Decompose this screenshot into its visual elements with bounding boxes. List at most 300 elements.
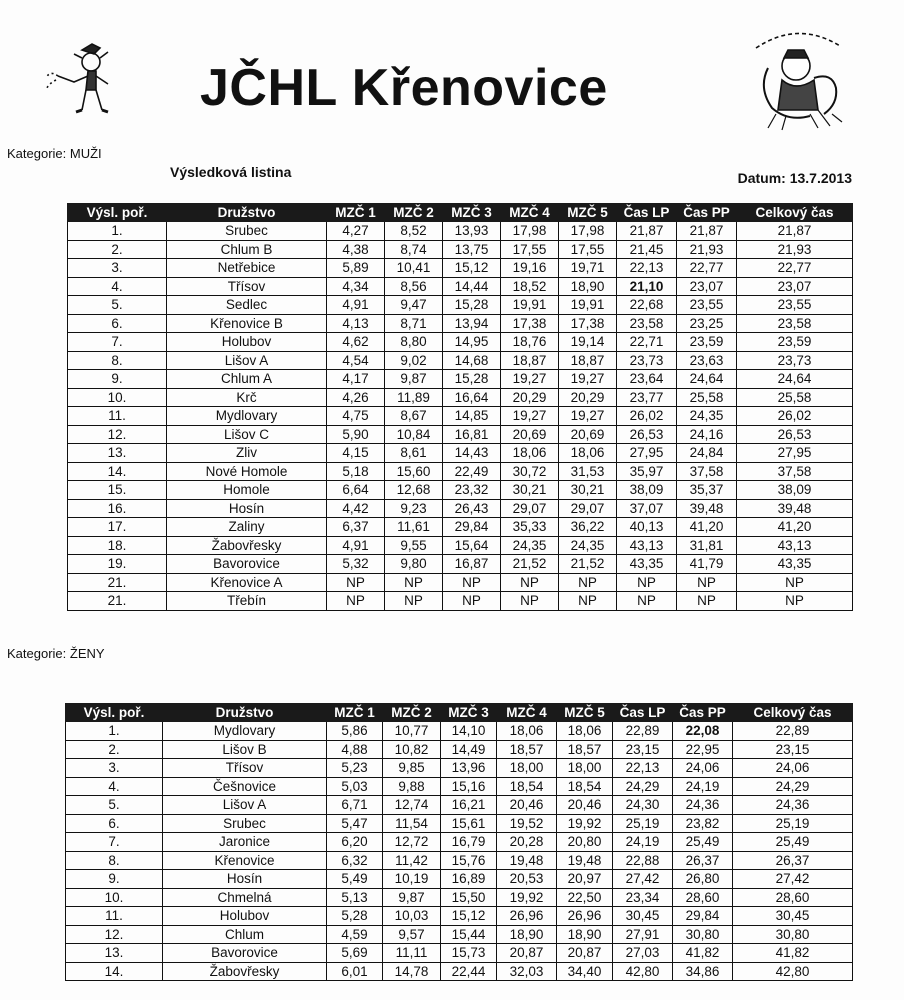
rank-cell: 8. [68, 351, 167, 370]
column-header: MZČ 3 [441, 704, 497, 722]
column-header: Čas LP [617, 204, 677, 222]
firefighter-emblem-logo [748, 18, 848, 133]
time-cell: 43,13 [617, 536, 677, 555]
time-cell: 20,69 [559, 425, 617, 444]
column-header: Čas PP [673, 704, 733, 722]
time-cell: 12,74 [383, 796, 441, 815]
time-cell: 22,88 [613, 851, 673, 870]
column-header: MZČ 5 [559, 204, 617, 222]
time-cell: 10,19 [383, 870, 441, 889]
column-header: Celkový čas [737, 204, 853, 222]
time-cell: 36,22 [559, 518, 617, 537]
table-row [68, 536, 853, 555]
time-cell: 6,71 [327, 796, 383, 815]
time-cell: NP [385, 573, 443, 592]
time-cell: NP [737, 573, 853, 592]
rank-cell: 6. [66, 814, 163, 833]
rank-cell: 5. [68, 296, 167, 315]
time-cell: 25,58 [677, 388, 737, 407]
time-cell: 9,47 [385, 296, 443, 315]
team-cell: Netřebice [167, 259, 327, 278]
time-cell: 25,19 [733, 814, 853, 833]
column-header: Družstvo [163, 704, 327, 722]
time-cell: 18,76 [501, 333, 559, 352]
table-row [68, 592, 853, 611]
table-row [68, 222, 853, 241]
team-cell: Křenovice A [167, 573, 327, 592]
time-cell: 19,48 [497, 851, 557, 870]
table-row [68, 259, 853, 278]
time-cell: 18,57 [557, 740, 613, 759]
time-cell: 4,26 [327, 388, 385, 407]
time-cell: 24,29 [733, 777, 853, 796]
table-row [66, 740, 853, 759]
column-header: Čas LP [613, 704, 673, 722]
time-cell: 22,44 [441, 962, 497, 981]
team-cell: Chmelná [163, 888, 327, 907]
time-cell: 15,16 [441, 777, 497, 796]
team-cell: Češnovice [163, 777, 327, 796]
team-cell: Holubov [163, 907, 327, 926]
team-cell: Chlum [163, 925, 327, 944]
time-cell: 20,29 [501, 388, 559, 407]
time-cell: 8,80 [385, 333, 443, 352]
time-cell: NP [559, 573, 617, 592]
time-cell: 23,73 [737, 351, 853, 370]
time-cell: 19,91 [501, 296, 559, 315]
time-cell: 8,56 [385, 277, 443, 296]
time-cell: 18,90 [559, 277, 617, 296]
time-cell: 8,52 [385, 222, 443, 241]
time-cell: 24,19 [613, 833, 673, 852]
time-cell: 30,80 [733, 925, 853, 944]
time-cell: 21,10 [617, 277, 677, 296]
time-cell: 6,01 [327, 962, 383, 981]
time-cell: 23,15 [733, 740, 853, 759]
time-cell: 15,64 [443, 536, 501, 555]
table-row [66, 851, 853, 870]
time-cell: 23,59 [677, 333, 737, 352]
column-header: Výsl. poř. [68, 204, 167, 222]
time-cell: 19,16 [501, 259, 559, 278]
team-cell: Chlum A [167, 370, 327, 389]
time-cell: 41,79 [677, 555, 737, 574]
time-cell: 20,69 [501, 425, 559, 444]
time-cell: 18,57 [497, 740, 557, 759]
time-cell: 19,71 [559, 259, 617, 278]
rank-cell: 21. [68, 573, 167, 592]
time-cell: 4,27 [327, 222, 385, 241]
time-cell: 41,20 [737, 518, 853, 537]
time-cell: 22,89 [733, 722, 853, 741]
table-row [68, 499, 853, 518]
time-cell: 24,35 [559, 536, 617, 555]
category-women-label: Kategorie: ŽENY [7, 646, 105, 661]
time-cell: 31,81 [677, 536, 737, 555]
time-cell: 5,28 [327, 907, 383, 926]
time-cell: 21,52 [559, 555, 617, 574]
time-cell: 5,23 [327, 759, 383, 778]
time-cell: 25,49 [673, 833, 733, 852]
time-cell: 22,49 [443, 462, 501, 481]
rank-cell: 12. [68, 425, 167, 444]
time-cell: 26,80 [673, 870, 733, 889]
time-cell: 39,48 [677, 499, 737, 518]
column-header: MZČ 2 [385, 204, 443, 222]
time-cell: 41,82 [673, 944, 733, 963]
team-cell: Bavorovice [163, 944, 327, 963]
time-cell: NP [677, 592, 737, 611]
time-cell: 26,02 [737, 407, 853, 426]
time-cell: NP [617, 592, 677, 611]
time-cell: 18,87 [559, 351, 617, 370]
rank-cell: 15. [68, 481, 167, 500]
time-cell: 11,54 [383, 814, 441, 833]
time-cell: 4,88 [327, 740, 383, 759]
time-cell: 10,77 [383, 722, 441, 741]
time-cell: 26,53 [737, 425, 853, 444]
time-cell: 21,87 [617, 222, 677, 241]
time-cell: 9,85 [383, 759, 441, 778]
time-cell: 5,86 [327, 722, 383, 741]
time-cell: 24,84 [677, 444, 737, 463]
rank-cell: 21. [68, 592, 167, 611]
time-cell: 14,95 [443, 333, 501, 352]
table-row [66, 814, 853, 833]
time-cell: 20,87 [557, 944, 613, 963]
time-cell: 14,49 [441, 740, 497, 759]
time-cell: 8,71 [385, 314, 443, 333]
table-header-row [68, 204, 853, 222]
time-cell: 6,32 [327, 851, 383, 870]
time-cell: 18,90 [557, 925, 613, 944]
table-row [66, 944, 853, 963]
time-cell: 10,84 [385, 425, 443, 444]
table-row [68, 333, 853, 352]
time-cell: 26,43 [443, 499, 501, 518]
time-cell: 15,28 [443, 370, 501, 389]
time-cell: 16,21 [441, 796, 497, 815]
time-cell: 24,64 [677, 370, 737, 389]
team-cell: Lišov B [163, 740, 327, 759]
team-cell: Mydlovary [163, 722, 327, 741]
time-cell: 24,19 [673, 777, 733, 796]
time-cell: NP [327, 573, 385, 592]
time-cell: 42,80 [733, 962, 853, 981]
time-cell: 20,80 [557, 833, 613, 852]
table-row [68, 314, 853, 333]
time-cell: 15,73 [441, 944, 497, 963]
time-cell: 27,03 [613, 944, 673, 963]
time-cell: 24,35 [501, 536, 559, 555]
time-cell: 9,02 [385, 351, 443, 370]
time-cell: 19,27 [501, 407, 559, 426]
time-cell: 13,75 [443, 240, 501, 259]
column-header: MZČ 1 [327, 204, 385, 222]
column-header: MZČ 4 [501, 204, 559, 222]
time-cell: 23,64 [617, 370, 677, 389]
time-cell: 29,07 [559, 499, 617, 518]
rank-cell: 13. [66, 944, 163, 963]
team-cell: Žabovřesky [163, 962, 327, 981]
time-cell: 18,52 [501, 277, 559, 296]
time-cell: 16,64 [443, 388, 501, 407]
category-men-label: Kategorie: MUŽI [7, 146, 102, 161]
time-cell: 21,93 [737, 240, 853, 259]
time-cell: 19,14 [559, 333, 617, 352]
time-cell: 43,35 [737, 555, 853, 574]
time-cell: 14,78 [383, 962, 441, 981]
time-cell: 4,15 [327, 444, 385, 463]
time-cell: NP [677, 573, 737, 592]
time-cell: NP [501, 573, 559, 592]
time-cell: 19,48 [557, 851, 613, 870]
time-cell: 4,34 [327, 277, 385, 296]
time-cell: 5,90 [327, 425, 385, 444]
rank-cell: 4. [66, 777, 163, 796]
table-row [68, 425, 853, 444]
time-cell: 23,25 [677, 314, 737, 333]
time-cell: 21,45 [617, 240, 677, 259]
time-cell: NP [443, 573, 501, 592]
time-cell: 18,06 [559, 444, 617, 463]
time-cell: 34,86 [673, 962, 733, 981]
time-cell: 23,73 [617, 351, 677, 370]
time-cell: 19,27 [501, 370, 559, 389]
team-cell: Křenovice [163, 851, 327, 870]
time-cell: 32,03 [497, 962, 557, 981]
table-row [66, 833, 853, 852]
time-cell: 26,96 [557, 907, 613, 926]
table-row [68, 407, 853, 426]
time-cell: 15,44 [441, 925, 497, 944]
time-cell: 20,53 [497, 870, 557, 889]
time-cell: 39,48 [737, 499, 853, 518]
time-cell: 23,07 [677, 277, 737, 296]
time-cell: 26,53 [617, 425, 677, 444]
time-cell: 8,67 [385, 407, 443, 426]
women-results-table [65, 703, 853, 981]
time-cell: 23,34 [613, 888, 673, 907]
table-row [68, 370, 853, 389]
time-cell: 22,89 [613, 722, 673, 741]
time-cell: 21,87 [737, 222, 853, 241]
time-cell: 21,52 [501, 555, 559, 574]
table-row [68, 444, 853, 463]
column-header: MZČ 2 [383, 704, 441, 722]
team-cell: Lišov A [167, 351, 327, 370]
rank-cell: 14. [66, 962, 163, 981]
team-cell: Třísov [163, 759, 327, 778]
column-header: Výsl. poř. [66, 704, 163, 722]
time-cell: 23,58 [737, 314, 853, 333]
time-cell: 43,13 [737, 536, 853, 555]
team-cell: Bavorovice [167, 555, 327, 574]
time-cell: 24,30 [613, 796, 673, 815]
time-cell: 15,61 [441, 814, 497, 833]
team-cell: Žabovřesky [167, 536, 327, 555]
time-cell: 11,11 [383, 944, 441, 963]
time-cell: 14,44 [443, 277, 501, 296]
time-cell: 23,07 [737, 277, 853, 296]
time-cell: NP [617, 573, 677, 592]
table-row [66, 759, 853, 778]
time-cell: 12,68 [385, 481, 443, 500]
time-cell: 5,03 [327, 777, 383, 796]
time-cell: 18,00 [557, 759, 613, 778]
time-cell: 15,28 [443, 296, 501, 315]
time-cell: 5,89 [327, 259, 385, 278]
time-cell: 27,95 [737, 444, 853, 463]
rank-cell: 1. [68, 222, 167, 241]
time-cell: 29,07 [501, 499, 559, 518]
time-cell: 15,76 [441, 851, 497, 870]
rank-cell: 5. [66, 796, 163, 815]
rank-cell: 11. [66, 907, 163, 926]
time-cell: 19,91 [559, 296, 617, 315]
time-cell: 6,37 [327, 518, 385, 537]
time-cell: 4,62 [327, 333, 385, 352]
time-cell: 18,54 [497, 777, 557, 796]
time-cell: 27,95 [617, 444, 677, 463]
column-header: Celkový čas [733, 704, 853, 722]
column-header: MZČ 5 [557, 704, 613, 722]
time-cell: 30,72 [501, 462, 559, 481]
time-cell: 21,93 [677, 240, 737, 259]
time-cell: 19,27 [559, 407, 617, 426]
time-cell: 15,12 [443, 259, 501, 278]
time-cell: 24,29 [613, 777, 673, 796]
time-cell: 4,13 [327, 314, 385, 333]
time-cell: 22,77 [677, 259, 737, 278]
time-cell: 22,95 [673, 740, 733, 759]
rank-cell: 7. [66, 833, 163, 852]
time-cell: 16,89 [441, 870, 497, 889]
rank-cell: 16. [68, 499, 167, 518]
time-cell: 5,69 [327, 944, 383, 963]
time-cell: 4,54 [327, 351, 385, 370]
table-row [66, 907, 853, 926]
table-row [68, 555, 853, 574]
time-cell: 17,55 [559, 240, 617, 259]
time-cell: 8,61 [385, 444, 443, 463]
table-header-row [66, 704, 853, 722]
time-cell: 4,91 [327, 296, 385, 315]
time-cell: 9,87 [385, 370, 443, 389]
time-cell: 18,54 [557, 777, 613, 796]
time-cell: 18,87 [501, 351, 559, 370]
time-cell: 20,87 [497, 944, 557, 963]
time-cell: 9,88 [383, 777, 441, 796]
team-cell: Zliv [167, 444, 327, 463]
time-cell: 20,29 [559, 388, 617, 407]
time-cell: 27,91 [613, 925, 673, 944]
time-cell: 30,21 [559, 481, 617, 500]
team-cell: Lišov A [163, 796, 327, 815]
column-header: Čas PP [677, 204, 737, 222]
time-cell: 14,10 [441, 722, 497, 741]
time-cell: 5,32 [327, 555, 385, 574]
team-cell: Homole [167, 481, 327, 500]
time-cell: 5,49 [327, 870, 383, 889]
table-row [66, 722, 853, 741]
time-cell: 13,96 [441, 759, 497, 778]
time-cell: 28,60 [673, 888, 733, 907]
time-cell: 23,77 [617, 388, 677, 407]
time-cell: 8,74 [385, 240, 443, 259]
time-cell: 14,85 [443, 407, 501, 426]
time-cell: 23,55 [677, 296, 737, 315]
time-cell: 24,64 [737, 370, 853, 389]
team-cell: Hosín [163, 870, 327, 889]
time-cell: 30,45 [733, 907, 853, 926]
time-cell: 9,87 [383, 888, 441, 907]
time-cell: 4,91 [327, 536, 385, 555]
column-header: MZČ 3 [443, 204, 501, 222]
time-cell: 22,50 [557, 888, 613, 907]
time-cell: NP [559, 592, 617, 611]
time-cell: 11,61 [385, 518, 443, 537]
time-cell: 22,08 [673, 722, 733, 741]
rank-cell: 18. [68, 536, 167, 555]
time-cell: 10,82 [383, 740, 441, 759]
rank-cell: 10. [68, 388, 167, 407]
time-cell: 38,09 [617, 481, 677, 500]
table-row [68, 481, 853, 500]
rank-cell: 9. [66, 870, 163, 889]
time-cell: 18,06 [501, 444, 559, 463]
time-cell: 17,55 [501, 240, 559, 259]
team-cell: Krč [167, 388, 327, 407]
table-row [66, 796, 853, 815]
time-cell: 29,84 [673, 907, 733, 926]
time-cell: 24,35 [677, 407, 737, 426]
time-cell: 10,03 [383, 907, 441, 926]
time-cell: 41,20 [677, 518, 737, 537]
time-cell: NP [327, 592, 385, 611]
time-cell: 9,57 [383, 925, 441, 944]
table-row [66, 962, 853, 981]
time-cell: 35,37 [677, 481, 737, 500]
time-cell: 25,19 [613, 814, 673, 833]
time-cell: 25,58 [737, 388, 853, 407]
time-cell: 24,36 [673, 796, 733, 815]
time-cell: 5,47 [327, 814, 383, 833]
time-cell: 38,09 [737, 481, 853, 500]
time-cell: 4,42 [327, 499, 385, 518]
time-cell: 18,06 [497, 722, 557, 741]
time-cell: NP [501, 592, 559, 611]
time-cell: 34,40 [557, 962, 613, 981]
time-cell: 18,90 [497, 925, 557, 944]
time-cell: 18,00 [497, 759, 557, 778]
time-cell: 9,55 [385, 536, 443, 555]
rank-cell: 12. [66, 925, 163, 944]
page-title: JČHL Křenovice [200, 59, 608, 117]
time-cell: 23,55 [737, 296, 853, 315]
column-header: MZČ 4 [497, 704, 557, 722]
time-cell: 11,42 [383, 851, 441, 870]
team-cell: Nové Homole [167, 462, 327, 481]
time-cell: 30,80 [673, 925, 733, 944]
time-cell: 23,15 [613, 740, 673, 759]
time-cell: 40,13 [617, 518, 677, 537]
team-cell: Chlum B [167, 240, 327, 259]
rank-cell: 7. [68, 333, 167, 352]
team-cell: Sedlec [167, 296, 327, 315]
table-row [68, 240, 853, 259]
team-cell: Holubov [167, 333, 327, 352]
